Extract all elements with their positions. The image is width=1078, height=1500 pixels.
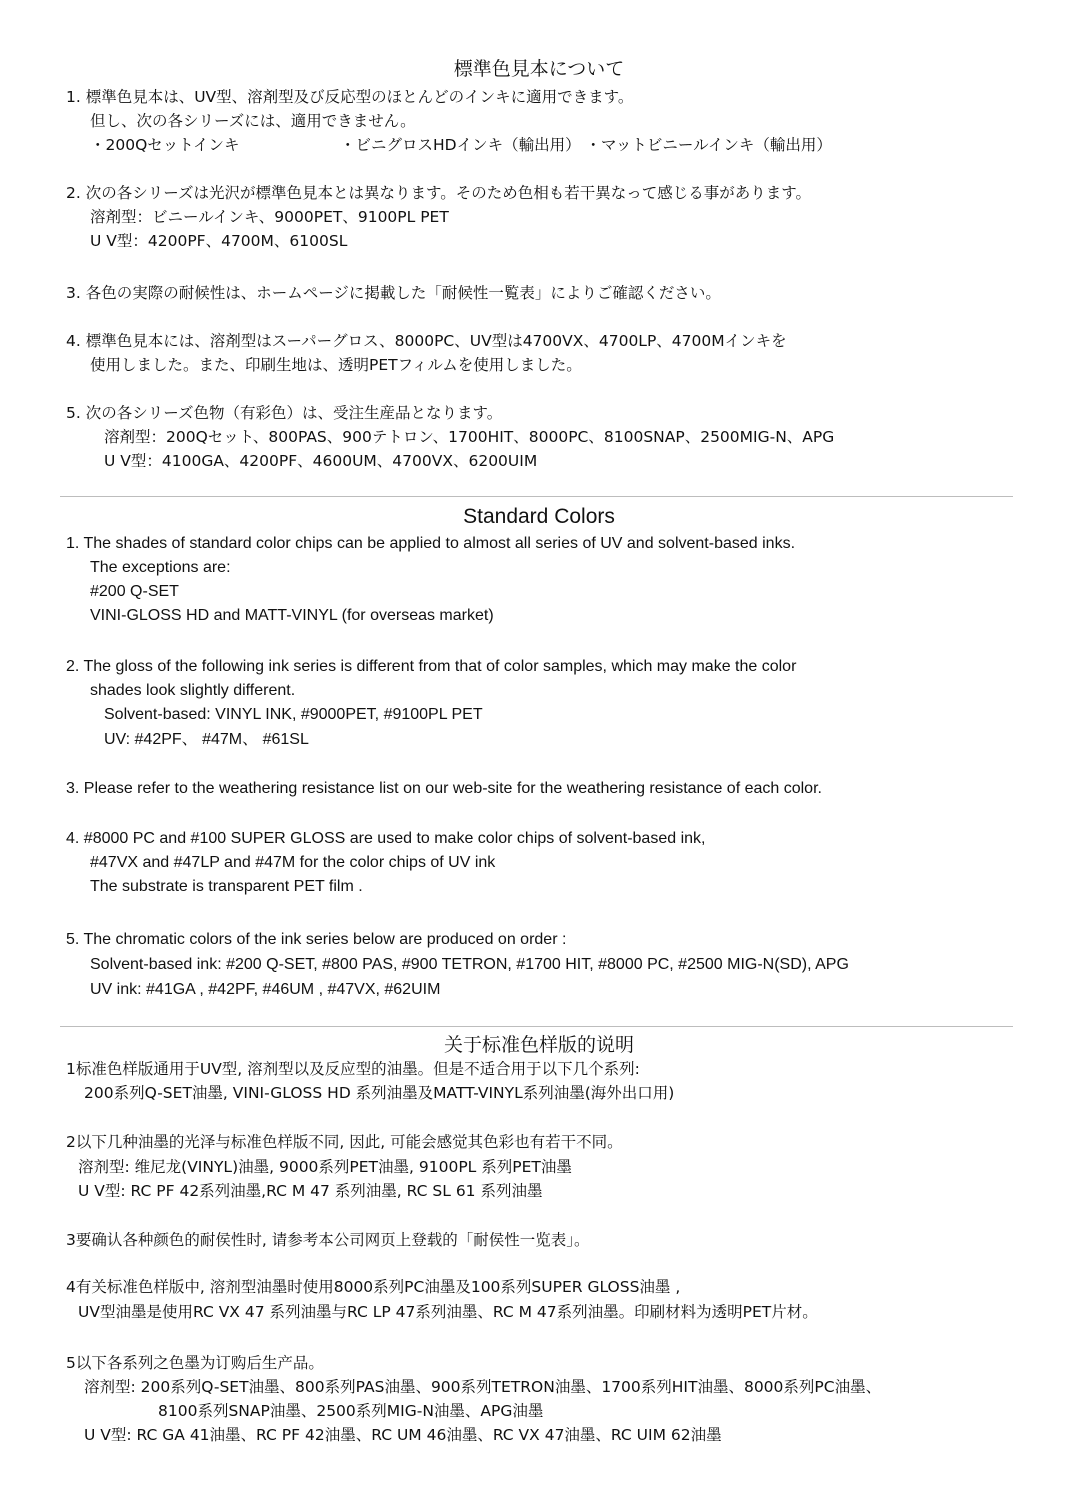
divider-1 xyxy=(60,496,1013,497)
zh-item-2-line-2: 溶剂型: 维尼龙(VINYL)油墨, 9000系列PET油墨, 9100PL 系列PET油墨 xyxy=(78,1158,572,1176)
zh-item-5-line-4: U V型: RC GA 41油墨、RC PF 42油墨、RC UM 46油墨、RC VX 47油墨、RC UIM 62油墨 xyxy=(84,1426,722,1444)
jp-item-1-line-3b: ・ビニグロスHDインキ（輸出用） ・マットビニールインキ（輸出用） xyxy=(340,136,832,154)
zh-item-1-line-2: 200系列Q-SET油墨, VINI-GLOSS HD 系列油墨及MATT-VINYL系列油墨(海外出口用) xyxy=(84,1084,675,1102)
en-item-1-line-3: #200 Q-SET xyxy=(90,583,179,600)
jp-item-2-line-3: U V型：4200PF、4700M、6100SL xyxy=(90,232,348,250)
jp-item-4-line-1: 4. 標準色見本には、溶剤型はスーパーグロス、8000PC、UV型は4700VX、4700LP、4700Mインキを xyxy=(66,332,787,350)
jp-item-2-line-2: 溶剤型：ビニールインキ、9000PET、9100PL PET xyxy=(90,208,449,226)
zh-item-5-line-2: 溶剂型: 200系列Q-SET油墨、800系列PAS油墨、900系列TETRON油墨、1700系列HIT油墨、8000系列PC油墨、 xyxy=(84,1378,882,1396)
en-item-4-line-3: The substrate is transparent PET film . xyxy=(90,878,363,895)
jp-item-2-line-1: 2. 次の各シリーズは光沢が標準色見本とは異なります。そのため色相も若干異なって感じる事があります。 xyxy=(66,184,811,202)
en-item-2-line-1: 2. The gloss of the following ink series is different from that of color samples, which may make the color xyxy=(66,658,797,675)
jp-item-1-line-3a: ・200Qセットインキ xyxy=(90,136,240,154)
zh-item-4-line-2: UV型油墨是使用RC VX 47 系列油墨与RC LP 47系列油墨、RC M 47系列油墨。印刷材料为透明PET片材。 xyxy=(78,1303,818,1321)
jp-item-1-line-1: 1. 標準色見本は、UV型、溶剤型及び反応型のほとんどのインキに適用できます。 xyxy=(66,88,634,106)
en-item-5-line-2: Solvent-based ink: #200 Q-SET, #800 PAS, #900 TETRON, #1700 HIT, #8000 PC, #2500 MIG-N(SD), APG xyxy=(90,956,849,973)
zh-item-2-line-3: U V型: RC PF 42系列油墨,RC M 47 系列油墨, RC SL 61 系列油墨 xyxy=(78,1182,543,1200)
en-item-5-line-3: UV ink: #41GA , #42PF, #46UM , #47VX, #62UIM xyxy=(90,981,441,998)
jp-item-1-line-2: 但し、次の各シリーズには、適用できません。 xyxy=(90,112,416,130)
jp-item-5-line-2: 溶剤型：200Qセット、800PAS、900テトロン、1700HIT、8000PC、8100SNAP、2500MIG-N、APG xyxy=(104,428,835,446)
en-item-2-line-4: UV: #42PF、 #47M、 #61SL xyxy=(104,731,309,748)
zh-item-1-line-1: 1标准色样版通用于UV型, 溶剂型以及反应型的油墨。但是不适合用于以下几个系列: xyxy=(66,1060,640,1078)
jp-item-5-line-1: 5. 次の各シリーズ色物（有彩色）は、受注生産品となります。 xyxy=(66,404,503,422)
jp-item-4-line-2: 使用しました。また、印刷生地は、透明PETフィルムを使用しました。 xyxy=(90,356,582,374)
en-item-4-line-1: 4. #8000 PC and #100 SUPER GLOSS are used to make color chips of solvent-based ink, xyxy=(66,830,706,847)
en-item-1-line-2: The exceptions are: xyxy=(90,559,231,576)
en-item-4-line-2: #47VX and #47LP and #47M for the color chips of UV ink xyxy=(90,854,496,871)
zh-item-2-line-1: 2以下几种油墨的光泽与标准色样版不同, 因此, 可能会感觉其色彩也有若干不同。 xyxy=(66,1133,623,1151)
en-item-3-line-1: 3. Please refer to the weathering resistance list on our web-site for the weathering resistance of each color. xyxy=(66,780,822,797)
zh-item-5-line-3: 8100系列SNAP油墨、2500系列MIG-N油墨、APG油墨 xyxy=(158,1402,544,1420)
en-item-1-line-1: 1. The shades of standard color chips can be applied to almost all series of UV and solvent-based inks. xyxy=(66,535,796,552)
en-item-5-line-1: 5. The chromatic colors of the ink series below are produced on order : xyxy=(66,931,567,948)
divider-2 xyxy=(60,1026,1013,1027)
en-item-2-line-3: Solvent-based: VINYL INK, #9000PET, #9100PL PET xyxy=(104,706,483,723)
en-item-1-line-4: VINI-GLOSS HD and MATT-VINYL (for overseas market) xyxy=(90,607,494,624)
zh-item-5-line-1: 5以下各系列之色墨为订购后生产品。 xyxy=(66,1354,324,1372)
chinese-title: 关于标准色样版的说明 xyxy=(443,1034,634,1056)
japanese-title: 標準色見本について xyxy=(453,58,625,80)
zh-item-4-line-1: 4有关标准色样版中, 溶剂型油墨时使用8000系列PC油墨及100系列SUPER GLOSS油墨 , xyxy=(66,1278,681,1296)
zh-item-3-line-1: 3要确认各种颜色的耐侯性时, 请参考本公司网页上登载的「耐侯性一览表」。 xyxy=(66,1231,590,1249)
en-item-2-line-2: shades look slightly different. xyxy=(90,682,296,699)
english-title: Standard Colors xyxy=(463,505,615,528)
jp-item-5-line-3: U V型：4100GA、4200PF、4600UM、4700VX、6200UIM xyxy=(104,452,538,470)
jp-item-3-line-1: 3. 各色の実際の耐候性は、ホームページに掲載した「耐候性一覧表」によりご確認ください。 xyxy=(66,284,721,302)
